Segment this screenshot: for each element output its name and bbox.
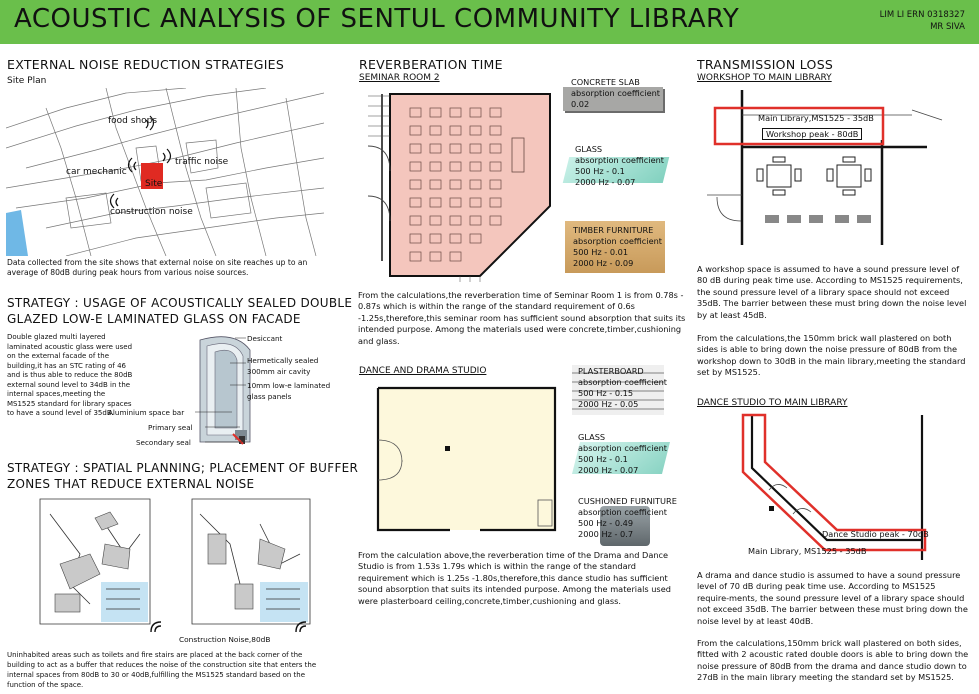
desiccant-label: Desiccant: [247, 334, 283, 343]
seminar-material-name: GLASS: [575, 144, 603, 154]
site-plan-drawing: [6, 88, 324, 256]
dance-library-title: DANCE STUDIO TO MAIN LIBRARY: [697, 398, 848, 408]
construction-noise-label: construction noise: [110, 207, 193, 217]
dance-material-line4: 2000 Hz - 0.05: [578, 399, 639, 409]
site-label: Site: [145, 179, 163, 189]
strategy1-heading-2: GLAZED LOW-E LAMINATED GLASS ON FACADE: [7, 312, 301, 326]
sealed-label-1: Hermetically sealed: [247, 356, 319, 365]
seminar-paragraph: From the calculations,the reverberation time of Seminar Room 1 is from 0.78s - 0.87s which is within the range of the standard requirement of 0.6s -1.25s,therefore,this seminar room has sufficient sound absorption that suits its intended purpose. Among the materials used were concrete,timber,cushioning and glass.: [358, 290, 686, 346]
primary-seal-label: Primary seal: [148, 423, 193, 432]
page-title: ACOUSTIC ANALYSIS OF SENTUL COMMUNITY LIBRARY: [14, 4, 740, 34]
traffic-noise-label: traffic noise: [175, 157, 229, 167]
dance-library-paragraph-2: From the calculations,150mm brick wall plastered on both sides, fitted with 2 acoustic rated double doors is able to bring down the noise pressure of 80dB from the drama and dance studio down to 27dB in the main library meeting the standard set by MS1525.: [697, 638, 969, 683]
workshop-plan: [697, 85, 977, 250]
lowe-label-2: glass panels: [247, 392, 292, 401]
dance-material-line3: 500 Hz - 0.15: [578, 388, 634, 398]
strategy1-paragraph: Double glazed multi layered laminated acoustic glass were used on the external facade of the building,it has an STC rating of 46 and is thus able to reduce the 80dB external sound level to 34dB in the internal spaces,meeting the MS1525 standard for library spaces to have a sound level of 35dB.: [7, 333, 133, 417]
reverb-heading: REVERBERATION TIME: [359, 57, 503, 72]
dance-library-plan: [697, 410, 977, 565]
transmission-heading: TRANSMISSION LOSS: [697, 57, 834, 72]
strategy2-heading-2: ZONES THAT REDUCE EXTERNAL NOISE: [7, 477, 255, 491]
dance-material-line2: absorption coefficient: [578, 443, 668, 453]
dance-material-name: CUSHIONED FURNITURE: [578, 496, 677, 506]
seminar-material-line4: 2000 Hz - 0.09: [573, 258, 634, 268]
seminar-material-line2: absorption coefficient: [571, 88, 661, 98]
dance-material-2: [578, 496, 677, 540]
dance-main-library-label: Main Library, MS1525 - 35dB: [748, 546, 867, 556]
seminar-material-line4: 2000 Hz - 0.07: [575, 177, 636, 187]
seminar-material-line2: absorption coefficient: [573, 236, 663, 246]
seminar-material-line3: 0.02: [571, 99, 590, 109]
lecturer-name: MR SIVA: [930, 22, 965, 32]
dance-material-name: GLASS: [578, 432, 606, 442]
seminar-material-name: TIMBER FURNITURE: [573, 225, 654, 235]
site-plan-label: Site Plan: [7, 76, 47, 86]
dance-studio-plan: [360, 380, 565, 540]
seminar-material-0: [571, 77, 660, 110]
external-heading: EXTERNAL NOISE REDUCTION STRATEGIES: [7, 57, 285, 72]
workshop-main-library-label: Main Library,MS1525 - 35dB: [758, 113, 874, 123]
dance-material-line2: absorption coefficient: [578, 377, 668, 387]
external-paragraph: Data collected from the site shows that external noise on site reaches up to an average of 80dB during peak hours from various noise sources.: [7, 258, 308, 278]
workshop-peak-label: Workshop peak - 80dB: [762, 128, 862, 140]
seminar-material-line2: absorption coefficient: [575, 155, 665, 165]
dance-material-line2: absorption coefficient: [578, 507, 668, 517]
sealed-label-2: 300mm air cavity: [247, 367, 311, 376]
secondary-seal-label: Secondary seal: [136, 438, 191, 447]
workshop-paragraph-1: A workshop space is assumed to have a sound pressure level of 80 dB during peak time use. According to MS1525 requirements, the sound pressure level of a library space should not exceed 35dB. The barrier between these must bring down the noise level by at least 45dB.: [697, 264, 967, 320]
seminar-room-plan: [360, 86, 560, 282]
author-block: [880, 9, 965, 33]
dance-material-1: [578, 432, 667, 476]
dance-material-name: PLASTERBOARD: [578, 366, 644, 376]
food-shops-label: food shops: [108, 116, 158, 126]
dance-material-line4: 2000 Hz - 0.07: [578, 465, 639, 475]
author-name: LIM LI ERN 0318327: [879, 10, 965, 20]
lowe-label-1: 10mm low-e laminated: [247, 381, 331, 390]
seminar-title: SEMINAR ROOM 2: [359, 73, 440, 83]
workshop-title: WORKSHOP TO MAIN LIBRARY: [697, 73, 832, 83]
dance-peak-label: Dance Studio peak - 70dB: [822, 529, 929, 539]
spacer-label: Aluminium space bar: [108, 408, 185, 417]
strategy1-heading-1: STRATEGY : USAGE OF ACOUSTICALLY SEALED DOUBLE: [7, 296, 353, 310]
seminar-material-line3: 500 Hz - 0.1: [575, 166, 625, 176]
dance-material-line3: 500 Hz - 0.1: [578, 454, 628, 464]
dance-material-line3: 500 Hz - 0.49: [578, 518, 634, 528]
dance-material-line4: 2000 Hz - 0.7: [578, 529, 634, 539]
dance-material-0: [578, 366, 667, 410]
seminar-material-1: [575, 144, 664, 188]
seminar-material-name: CONCRETE SLAB: [571, 77, 640, 87]
workshop-paragraph-2: From the calculations,the 150mm brick wall plastered on both sides is able to bring down the noise pressure of 80dB from the workshop down to 30dB in the main library,meeting the standard set by MS1525.: [697, 333, 966, 378]
dance-title: DANCE AND DRAMA STUDIO: [359, 366, 487, 376]
strategy2-paragraph: Uninhabited areas such as toilets and fire stairs are placed at the back corner of the building to act as a buffer that reduces the noise of the construction site that enters the internal spaces from 80dB to 30 or 40dB,fulfilling the MS1525 standard based on the function of the space.: [7, 651, 317, 689]
seminar-material-2: [573, 225, 662, 269]
dance-paragraph: From the calculation above,the reverberation time of the Drama and Dance Studio is from 1.53s 1.79s which is within the range of the standard requirement which is 1.25s -1.80s,therefore,this dance studio has sufficient sound absorption that suits its intended purpose. Among the materials used were plasterboard ceiling,concrete,timber,cushioning and glass.: [358, 550, 671, 606]
dance-library-paragraph-1: A drama and dance studio is assumed to have a sound pressure level of 70 dB during peak time use. According to MS1525 require-ments, the sound pressure level of a library space should not exceed 35dB. The barrier between these must bring down the noise level by at least 40dB.: [697, 570, 968, 626]
seminar-material-line3: 500 Hz - 0.01: [573, 247, 629, 257]
construction-noise-80db-label: Construction Noise,80dB: [179, 635, 271, 644]
car-mechanic-label: car mechanic: [66, 167, 127, 177]
floor-plans-drawing: [10, 494, 320, 634]
strategy2-heading-1: STRATEGY : SPATIAL PLANNING; PLACEMENT OF BUFFER: [7, 461, 359, 475]
